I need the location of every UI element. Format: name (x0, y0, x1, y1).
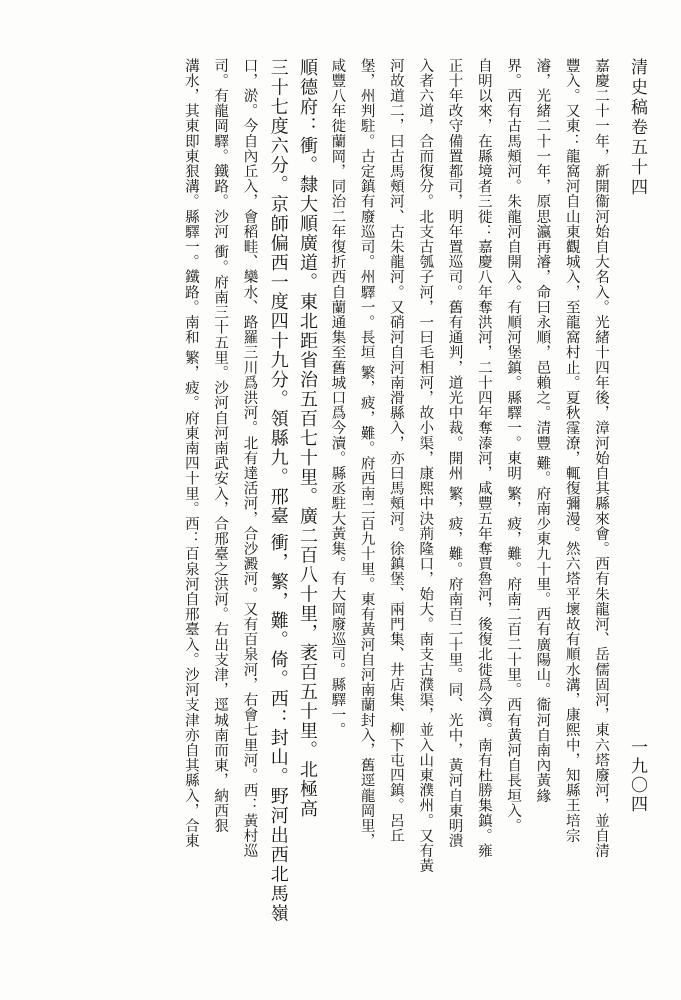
text-column: 咸豐八年徙蘭岡，同治二年復折西自蘭通集至舊城口爲今瀆。縣丞駐大黃集。有大岡廢巡司。縣驛一。 (329, 58, 346, 738)
text-column: 正十年改守備置都司，明年置巡司。舊有通判，道光中裁。開州 繁，疲，難。府南百二十里。同、光中，黃河自東明潰 (446, 58, 463, 849)
text-column-prefecture-heading: 順德府：衝。隸大順廣道。東北距省治五百七十里。廣二百八十里，袤百五十里。北極高 (297, 58, 319, 819)
text-column: 入者六道，合而復分。北支古瓠子河，一曰毛相河，故小渠，康熙中決荊隆口，始大。南支古濮渠，並入山東濮州。又有黃 (417, 58, 434, 874)
text-column: 堡，州判駐。古定鎮有廢巡司。州驛一。長垣 繁，疲，難。府西南二百九十里。東有黃河自河南蘭封入，舊逕龍岡里， (358, 58, 375, 849)
chapter-title: 清史稿卷五十四 (627, 58, 647, 198)
page-number: 一九〇四 (627, 738, 647, 814)
running-header (622, 58, 650, 198)
text-column: 溝水，其東即東狠溝。縣驛一。鐵路。南和 繁，疲。府東南四十里。西：百泉河自邢臺入。沙河支津亦自其縣入，合東 (182, 58, 199, 849)
text-column-coordinates: 三十七度六分。京師偏西一度四十九分。領縣九。邢臺 衝，繁，難。倚。西：封山。野河出西北馬嶺 (267, 58, 289, 924)
text-column: 河故道二，曰古馬頰河、古朱龍河。又硝河自河南滑縣入，亦曰馬頰河。徐鎮堡、兩門集、井店集、柳下屯四鎮。呂丘 (387, 58, 404, 844)
text-column: 司。有龍岡驛。鐵路。沙河 衝。府南三十五里。沙河自河南武安入，合邢臺之洪河。右出支津，逕城南而東，納西狠 (212, 58, 229, 834)
text-column: 豐入。又東：龍窩河自山東觀城入，至龍窩村止。夏秋霪潦，輒復彌漫。然六塔平壞故有順水溝，康熙中，知縣王培宗 (563, 58, 580, 844)
text-column: 界。西有古馬頰河。朱龍河自開入。有順河堡鎮。縣驛一。東明 繁，疲，難。府南二百二十里。西有黃河自長垣入。 (505, 58, 522, 834)
text-column: 自明以來，在縣境者三徙：嘉慶八年奪洪河，二十四年奪溙河，咸豐五年奪賈魯河，後復北徙爲今瀆。南有杜勝集鎮。雍 (475, 58, 492, 859)
text-column: 嘉慶二十一年，新開衞河始自大名入。光緒十四年後，漳河始自其縣來會。西有朱龍河、岳儒固河，東六塔廢河，並自清 (593, 58, 609, 859)
text-column: 口，淤。今自內丘入，會稻畦、欒水、路羅三川爲洪河。北有達活河，合沙澱河。又有百泉河，右會七里河。西：黃村巡 (241, 58, 258, 859)
main-text (176, 58, 615, 958)
text-column: 濬，光緒二十一年，原思瀛再濬，命曰永順，邑賴之。清豐 難。府南少東九十里。西有廣陽山。衞河自南內黃緣 (534, 58, 551, 804)
